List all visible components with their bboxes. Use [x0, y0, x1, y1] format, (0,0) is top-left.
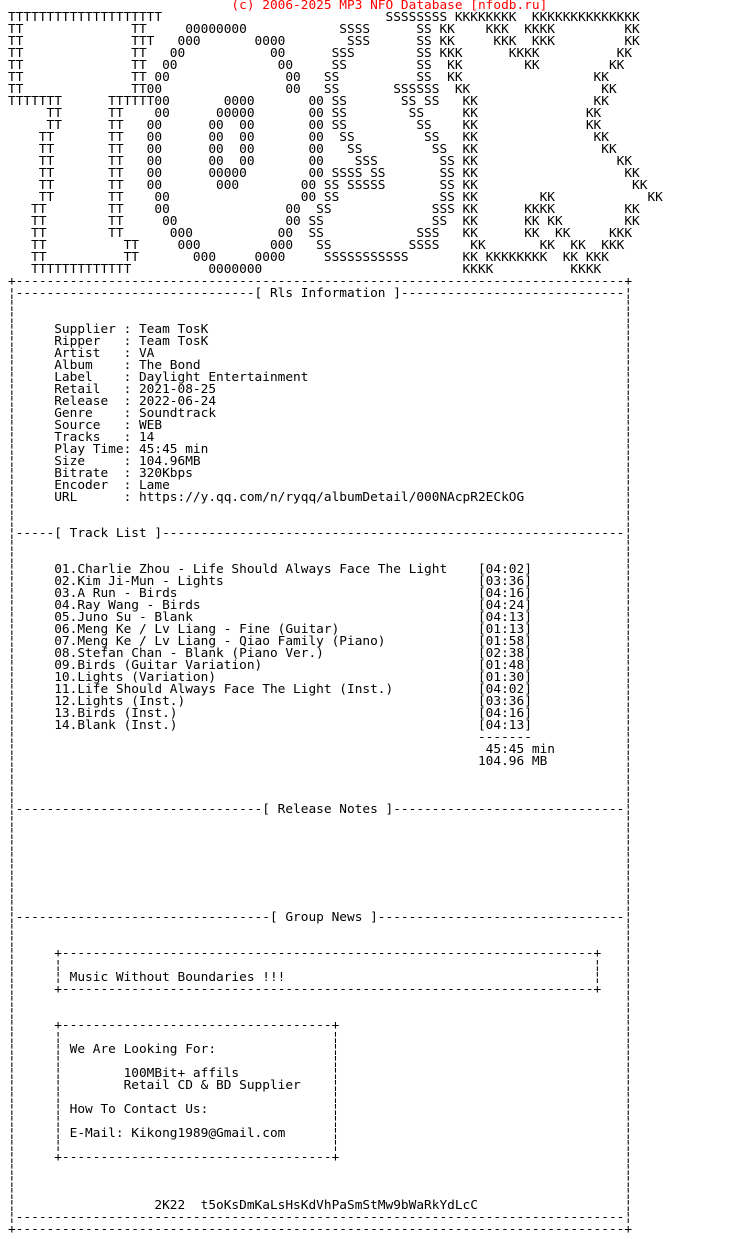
- nfo-line: ¦ URL : https://y.qq.com/n/ryqq/albumDetail/000NAcpR2ECkOG ¦: [8, 490, 633, 505]
- nfo-line: ¦ ¦ How To Contact Us: ¦ ¦: [8, 1102, 633, 1117]
- nfo-line: ¦ ¦ ¦ ¦: [8, 1114, 633, 1129]
- nfo-line: ¦ 04.Ray Wang - Birds [04:24] ¦: [8, 598, 633, 613]
- nfo-line: ¦ ¦: [8, 994, 633, 1009]
- nfo-line: ¦ ¦: [8, 778, 633, 793]
- nfo-line: ¦ Album : The Bond ¦: [8, 358, 633, 373]
- nfo-line: TT TT 00 00 SSS SS KKK KKKK KK: [8, 46, 633, 61]
- nfo-line: ¦ 12.Lights (Inst.) [03:36] ¦: [8, 694, 633, 709]
- nfo-line: ¦ 2K22 t5oKsDmKaLsHsKdVhPaSmStMw9bWaRkYdLcC ¦: [8, 1198, 633, 1213]
- nfo-line: ¦ ¦: [8, 862, 633, 877]
- nfo-line: ¦ Bitrate : 320Kbps ¦: [8, 466, 633, 481]
- nfo-line: ¦ 02.Kim Ji-Mun - Lights [03:36] ¦: [8, 574, 633, 589]
- nfo-line: ¦ Size : 104.96MB ¦: [8, 454, 633, 469]
- nfo-line: ¦ Source : WEB ¦: [8, 418, 633, 433]
- nfo-line: TT TT 000 000 SS SSSS KK KK KK KKK: [8, 238, 625, 253]
- nfo-line: ¦ ¦ ¦ ¦: [8, 1138, 633, 1153]
- nfo-line: TT TT 00 00 00 00 SS SS KK KK: [8, 130, 609, 145]
- nfo-line: ¦---------------------------------[ Group News ]--------------------------------¦: [8, 910, 633, 925]
- nfo-line: ¦ Artist : VA ¦: [8, 346, 633, 361]
- nfo-line: ¦ ¦: [8, 922, 633, 937]
- nfo-line: TT TT 00000000 SSSS SS KK KKK KKKK KK: [8, 22, 640, 37]
- nfo-line: ¦ ¦: [8, 1186, 633, 1201]
- nfo-line: ¦ ¦: [8, 898, 633, 913]
- nfo-line: ¦ +---------------------------------------------------------------------+ ¦: [8, 946, 633, 961]
- nfo-line: ¦ 13.Birds (Inst.) [04:16] ¦: [8, 706, 633, 721]
- nfo-line: ¦ ¦ Retail CD & BD Supplier ¦ ¦: [8, 1078, 633, 1093]
- nfo-line: ¦-------------------------------------------------------------------------------¦: [8, 1210, 633, 1225]
- nfo-line: ¦ +-----------------------------------+ ¦: [8, 1150, 633, 1165]
- nfo-line: ¦ Tracks : 14 ¦: [8, 430, 633, 445]
- nfo-line: ¦ Genre : Soundtrack ¦: [8, 406, 633, 421]
- nfo-line: ¦ ¦: [8, 298, 633, 313]
- nfo-line: ¦ ¦ E-Mail: Kikong1989@Gmail.com ¦ ¦: [8, 1126, 633, 1141]
- nfo-line: ¦ 08.Stefan Chan - Blank (Piano Ver.) [02:38] ¦: [8, 646, 633, 661]
- nfo-line: ¦ 14.Blank (Inst.) [04:13] ¦: [8, 718, 633, 733]
- nfo-line: TT TT 000 00 SS SSS KK KK KK KKK: [8, 226, 633, 241]
- nfo-line: ¦ ¦ ¦ ¦: [8, 958, 633, 973]
- nfo-line: ¦--------------------------------[ Release Notes ]------------------------------¦: [8, 802, 633, 817]
- nfo-line: ¦ ¦: [8, 826, 633, 841]
- nfo-line: TTTTTTT TTTTTT00 0000 00 SS SS SS KK KK: [8, 94, 609, 109]
- nfo-line: ¦ ------- ¦: [8, 730, 633, 745]
- nfo-line: ¦ ¦: [8, 874, 633, 889]
- nfo-line: ¦ 11.Life Should Always Face The Light (Inst.) [04:02] ¦: [8, 682, 633, 697]
- nfo-line: ¦ ¦: [8, 886, 633, 901]
- nfo-text-body: [8, 12, 744, 1236]
- nfo-line: TTTTTTTTTTTTTTTTTTTT SSSSSSSS KKKKKKKK KKKKKKKKKKKKKK: [8, 10, 640, 25]
- nfo-line: ¦ ¦: [8, 1174, 633, 1189]
- nfo-line: ¦ Play Time: 45:45 min ¦: [8, 442, 633, 457]
- nfo-line: TT TT 00 00 00 00 SS SS KK KK: [8, 118, 602, 133]
- nfo-line: TT TT 00 00000 00 SSSS SS SS KK KK: [8, 166, 640, 181]
- nfo-line: ¦ 07.Meng Ke / Lv Liang - Qiao Family (Piano) [01:58] ¦: [8, 634, 633, 649]
- nfo-line: ¦ ¦: [8, 1162, 633, 1177]
- nfo-line: +-------------------------------------------------------------------------------+: [8, 1222, 633, 1237]
- nfo-line: ¦ Retail : 2021-08-25 ¦: [8, 382, 633, 397]
- nfo-line: +-------------------------------------------------------------------------------+: [8, 274, 633, 289]
- nfo-line: TT TT 000 0000 SSSSSSSSSSS KK KKKKKKKK KK KKK: [8, 250, 609, 265]
- nfo-line: TT TTT 000 0000 SSS SS KK KKK KKK KK: [8, 34, 640, 49]
- nfo-line: TT TT 00 00 SS SS KK KK KK: [8, 190, 663, 205]
- nfo-line: ¦ ¦: [8, 502, 633, 517]
- nfo-line: ¦ ¦: [8, 766, 633, 781]
- nfo-line: ¦ Label : Daylight Entertainment ¦: [8, 370, 633, 385]
- copyright-header[interactable]: (c) 2006-2025 MP3 NFO Database [nfodb.ru]: [8, 0, 548, 13]
- nfo-line: ¦ 10.Lights (Variation) [01:30] ¦: [8, 670, 633, 685]
- nfo-line: TT TT 00 00 SS SS KK KK KK: [8, 58, 625, 73]
- nfo-line: ¦ ¦ ¦ ¦: [8, 1090, 633, 1105]
- nfo-line: ¦ 06.Meng Ke / Lv Liang - Fine (Guitar) [01:13] ¦: [8, 622, 633, 637]
- nfo-line: ¦ ¦: [8, 550, 633, 565]
- nfo-line: ¦ +-----------------------------------+ ¦: [8, 1018, 633, 1033]
- nfo-line: ¦ 09.Birds (Guitar Variation) [01:48] ¦: [8, 658, 633, 673]
- nfo-line: ¦ 104.96 MB ¦: [8, 754, 633, 769]
- nfo-line: TT TT 00 00 00 00 SS SS KK KK: [8, 142, 617, 157]
- nfo-line: TT TT 00 00 SS SSS KK KKKK KK: [8, 202, 640, 217]
- nfo-line: ¦ ¦ ¦ ¦: [8, 1054, 633, 1069]
- nfo-line: ¦ 03.A Run - Birds [04:16] ¦: [8, 586, 633, 601]
- nfo-line: ¦ ¦: [8, 814, 633, 829]
- nfo-line: ¦ 01.Charlie Zhou - Life Should Always Face The Light [04:02] ¦: [8, 562, 633, 577]
- nfo-line: ¦ ¦: [8, 514, 633, 529]
- nfo-line: TT TT 00 00 00 00 SSS SS KK KK: [8, 154, 633, 169]
- nfo-line: ¦ Release : 2022-06-24 ¦: [8, 394, 633, 409]
- nfo-line: ¦ ¦: [8, 310, 633, 325]
- nfo-line: ¦ ¦: [8, 838, 633, 853]
- nfo-line: TT TT00 00 SS SSSSSS KK KK: [8, 82, 617, 97]
- nfo-line: ¦ ¦ 100MBit+ affils ¦ ¦: [8, 1066, 633, 1081]
- nfo-line: ¦-----[ Track List ]------------------------------------------------------------¦: [8, 526, 633, 541]
- nfo-line: ¦ ¦ We Are Looking For: ¦ ¦: [8, 1042, 633, 1057]
- nfo-line: ¦ ¦: [8, 790, 633, 805]
- nfo-line: TT TT 00 00000 00 SS SS KK KK: [8, 106, 602, 121]
- nfo-line: ¦ ¦: [8, 934, 633, 949]
- nfo-line: ¦ ¦: [8, 538, 633, 553]
- nfo-line: ¦ ¦ Music Without Boundaries !!! ¦ ¦: [8, 970, 633, 985]
- nfo-line: TTTTTTTTTTTTT 0000000 KKKK KKKK: [8, 262, 602, 277]
- nfo-line: ¦ 05.Juno Su - Blank [04:13] ¦: [8, 610, 633, 625]
- nfo-line: TT TT 00 00 SS SS KK KK: [8, 70, 609, 85]
- nfo-line: ¦ Supplier : Team TosK ¦: [8, 322, 633, 337]
- nfo-line: TT TT 00 00 SS SS KK KK KK KK: [8, 214, 640, 229]
- nfo-line: ¦ ¦: [8, 1006, 633, 1021]
- nfo-line: ¦ Ripper : Team TosK ¦: [8, 334, 633, 349]
- nfo-line: ¦-------------------------------[ Rls Information ]-----------------------------¦: [8, 286, 633, 301]
- nfo-line: ¦ +---------------------------------------------------------------------+ ¦: [8, 982, 633, 997]
- nfo-line: ¦ 45:45 min ¦: [8, 742, 633, 757]
- nfo-line: ¦ ¦ ¦ ¦: [8, 1030, 633, 1045]
- nfo-line: TT TT 00 000 00 SS SSSSS SS KK KK: [8, 178, 648, 193]
- nfo-line: ¦ ¦: [8, 850, 633, 865]
- nfo-line: ¦ Encoder : Lame ¦: [8, 478, 633, 493]
